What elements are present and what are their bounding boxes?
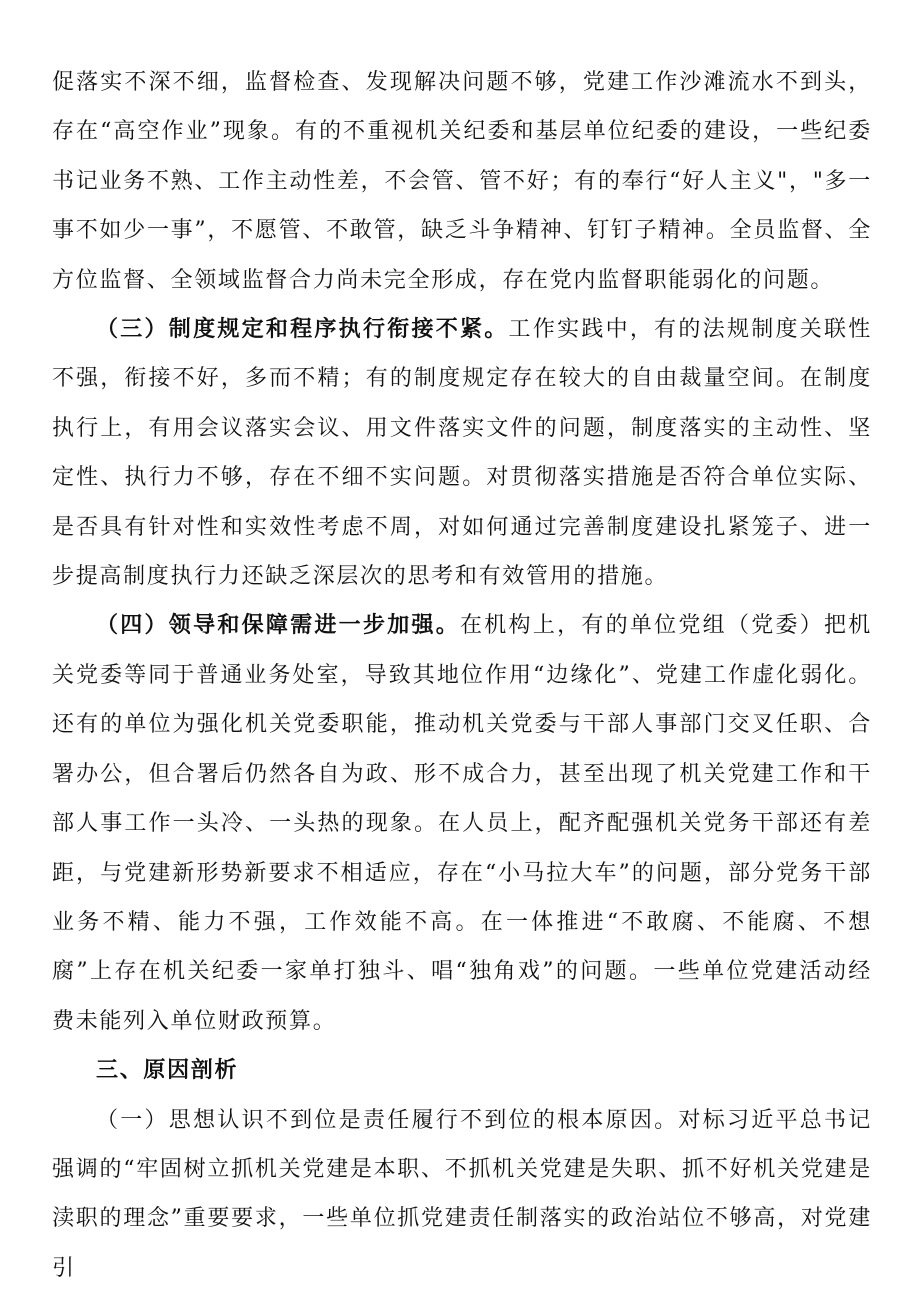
paragraph-institutions	[52, 305, 872, 601]
paragraph-supervision: 促落实不深不细，监督检查、发现解决问题不够，党建工作沙滩流水不到头，存在“高空作业”现象。有的不重视机关纪委和基层单位纪委的建设，一些纪委书记业务不熟、工作主动性差，不会管、管不好；有的奉行“好人主义"，"多一事不如少一事”，不愿管、不敢管，缺乏斗争精神、钉钉子精神。全员监督、全方位监督、全领域监督合力尚未完全形成，存在党内监督职能弱化的问题。	[52, 70, 872, 293]
paragraph-cause-one: （一）思想认识不到位是责任履行不到位的根本原因。对标习近平总书记强调的“牢固树立抓机关党建是本职、不抓机关党建是失职、抓不好机关党建是渎职的理念”重要要求，一些单位抓党建责任制落实的政治站位不够高，对党建引	[52, 1107, 872, 1281]
paragraph-body: 在机构上，有的单位党组（党委）把机关党委等同于普通业务处室，导致其地位作用“边缘化”、党建工作虚化弱化。还有的单位为强化机关党委职能，推动机关党委与干部人事部门交叉任职、合署办公，但合署后仍然各自为政、形不成合力，甚至出现了机关党建工作和干部人事工作一头冷、一头热的现象。在人员上，配齐配强机关党务干部还有差距，与党建新形势新要求不相适应，存在“小马拉大车”的问题，部分党务干部业务不精、能力不强，工作效能不高。在一体推进“不敢腐、不能腐、不想腐”上存在机关纪委一家单打独斗、唱“独角戏”的问题。一些单位党建活动经费未能列入单位财政预算。	[52, 613, 872, 1034]
paragraph-body: 工作实践中，有的法规制度关联性不强，衔接不好，多而不精；有的制度规定存在较大的自由裁量空间。在制度执行上，有用会议落实会议、用文件落实文件的问题，制度落实的主动性、坚定性、执行力不够，存在不细不实问题。对贯彻落实措施是否符合单位实际、是否具有针对性和实效性考虑不周，对如何通过完善制度建设扎紧笼子、进一步提高制度执行力还缺乏深层次的思考和有效管用的措施。	[52, 317, 872, 590]
section-heading-causes: 三、原因剖析	[96, 1058, 239, 1084]
section-lead-three: （三）制度规定和程序执行衔接不紧。	[96, 317, 509, 343]
section-lead-four: （四）领导和保障需进一步加强。	[96, 613, 461, 639]
paragraph-leadership	[52, 601, 872, 1046]
